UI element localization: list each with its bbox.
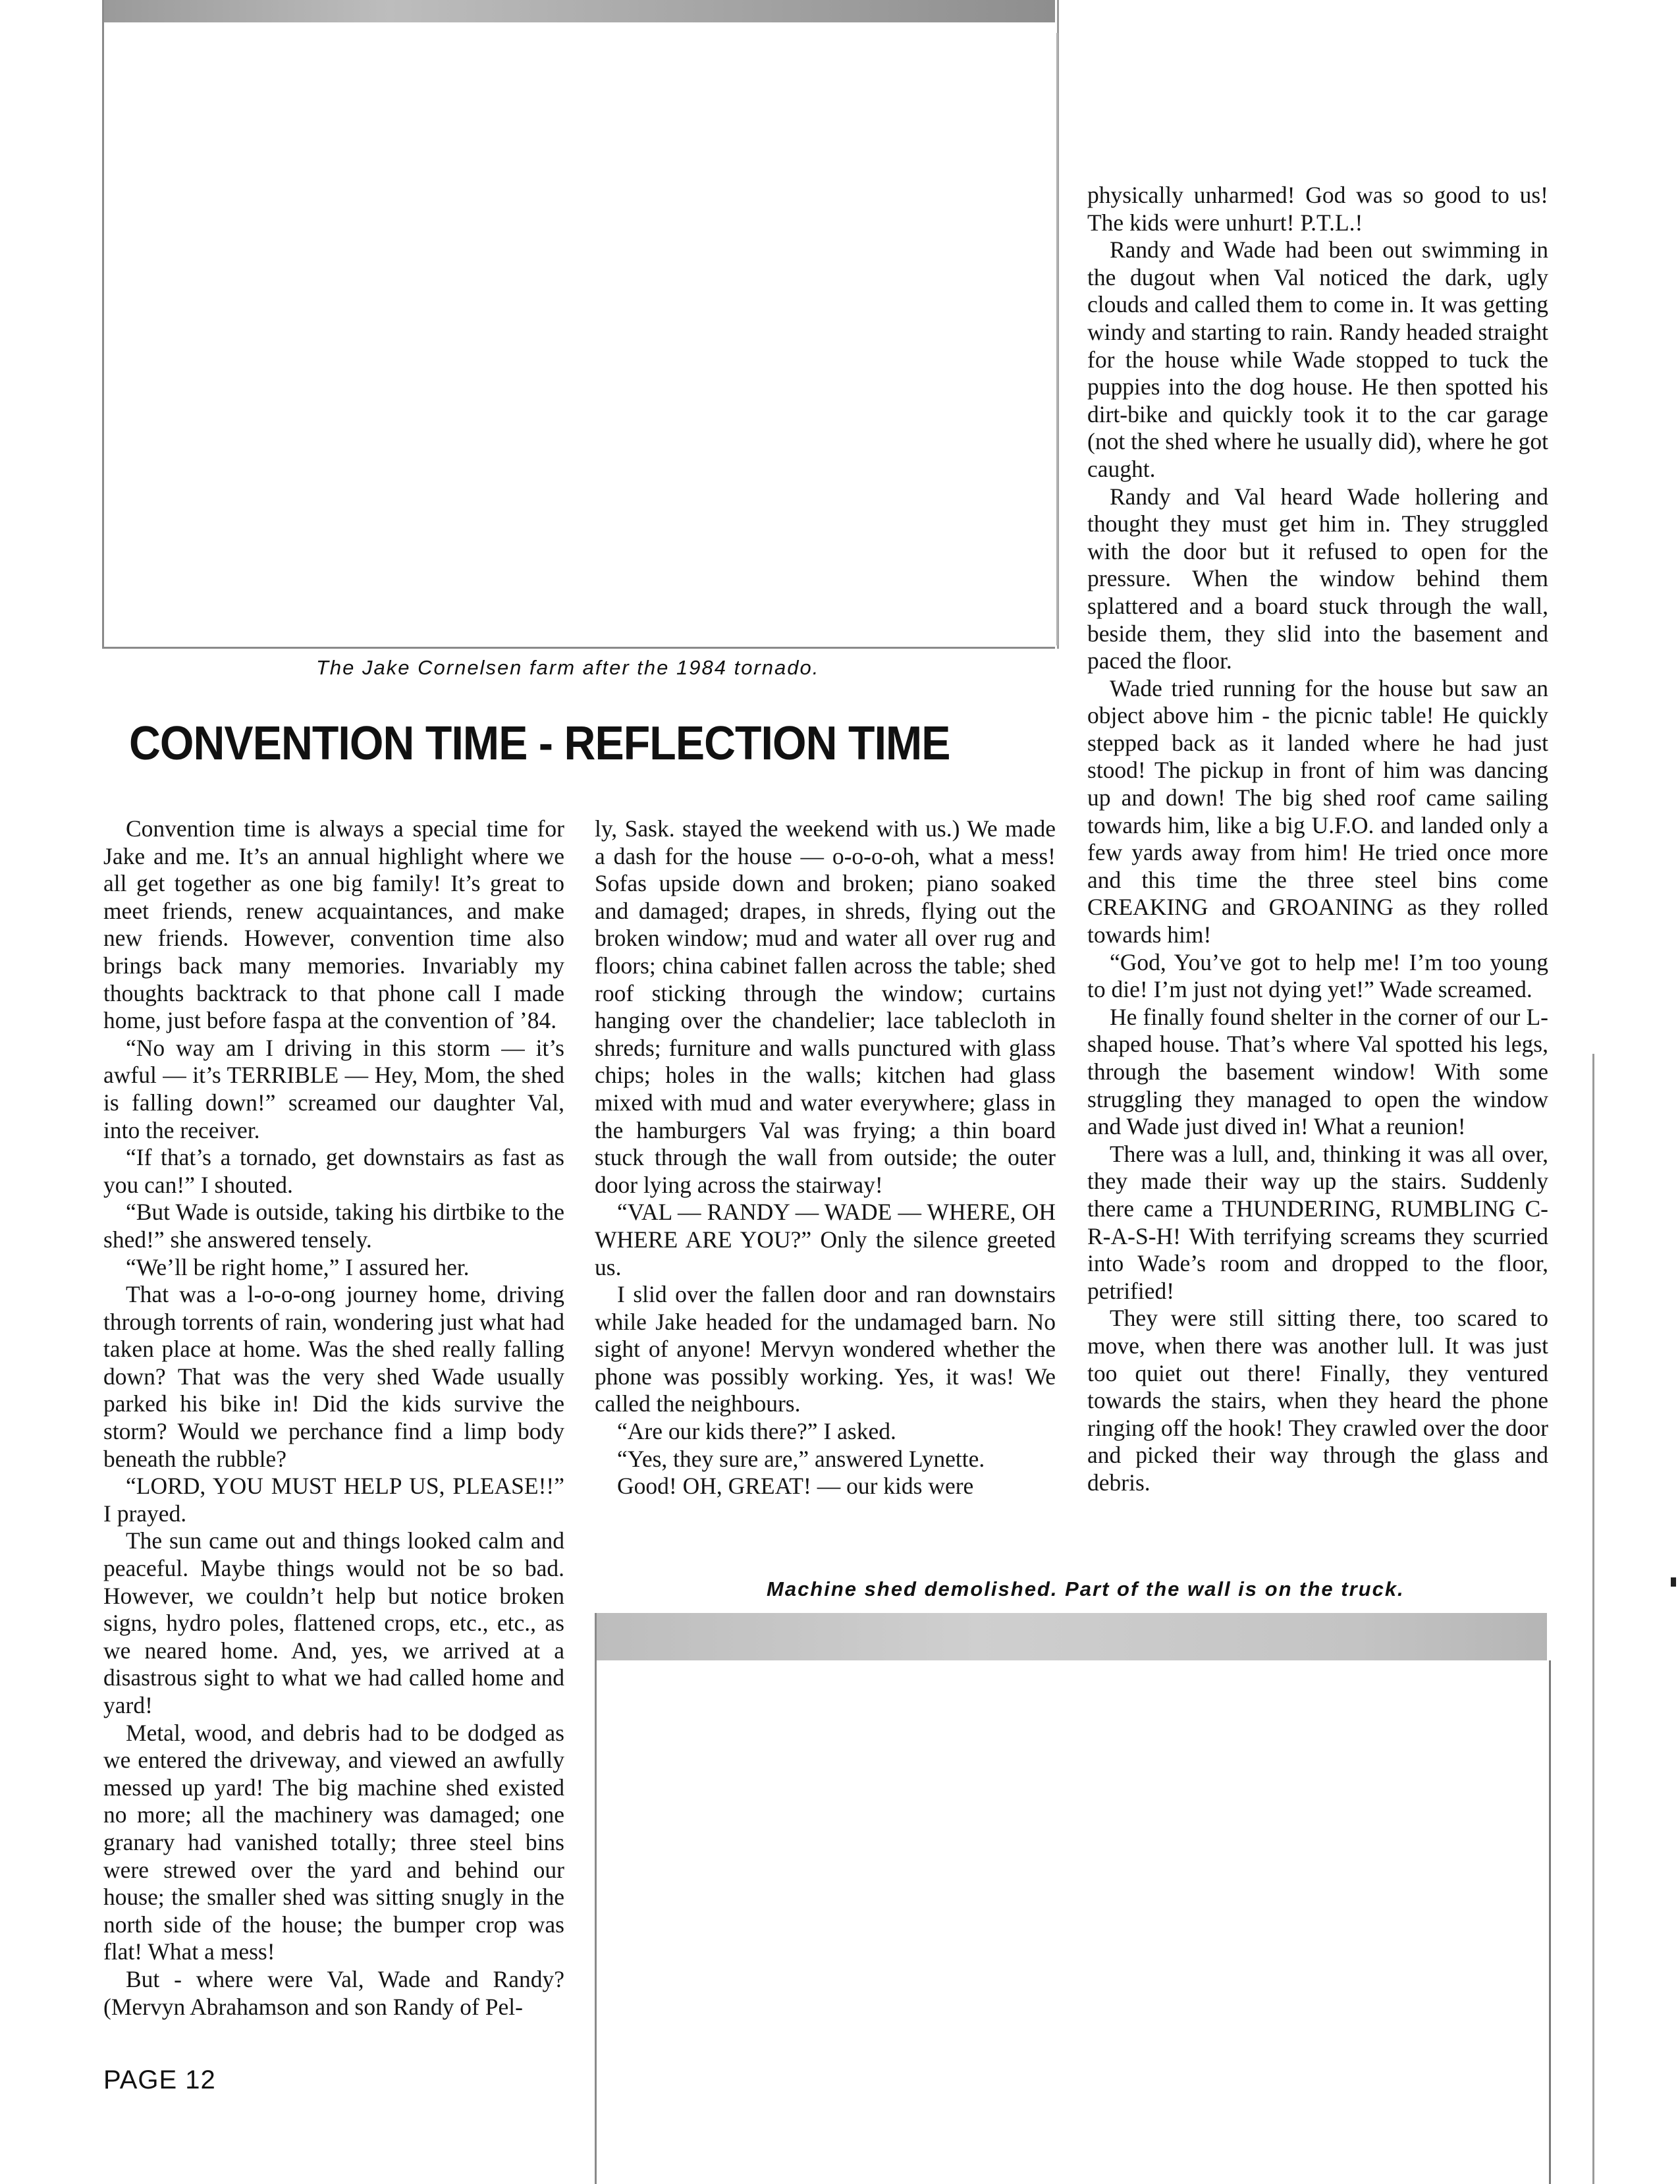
paragraph: physically unharmed! God was so good to us! The kids were unhurt! P.T.L.!: [1087, 182, 1548, 236]
paragraph: “We’ll be right home,” I assured her.: [126, 1253, 470, 1280]
paragraph: “Yes, they sure are,” answered Lynette.: [617, 1445, 985, 1472]
page-edge-rule: [1592, 1054, 1594, 2184]
paragraph: But - where were Val, Wade and Randy? (Mervyn Abrahamson and son Randy of Pel-: [103, 1965, 564, 2020]
paragraph: Convention time is always a special time for Jake and me. It’s an annual highlight where we all get together as one big family! It’s great to meet friends, renew acquaintances, and make new friends. However, convention time also brings back many memories. Invariably my thoughts backtrack to that phone call I made home, just before faspa at the convention of ’84.: [103, 815, 564, 1034]
paragraph: Good! OH, GREAT! — our kids were: [617, 1473, 974, 1500]
top-photo-edge-strip: [104, 0, 1055, 22]
paragraph: There was a lull, and, thinking it was all over, they made their way up the stairs. Suddenly there came a THUNDERING, RUMBLING C-R-A-S-H! With terrifying screams they scurried into Wade’s room and dropped to the floor, petrified!: [1087, 1140, 1548, 1304]
paragraph: “God, You’ve got to help me! I’m too young to die! I’m just not dying yet!” Wade screamed.: [1087, 948, 1548, 1003]
paragraph: They were still sitting there, too scared to move, when there was another lull. It was just too quiet out there! Finally, they ventured towards the stairs, when they heard the phone ringing off the hook! They crawled over the door and picked their way through the glass and debris.: [1087, 1305, 1548, 1496]
column-divider: [1056, 33, 1058, 645]
paragraph: Randy and Wade had been out swimming in the dugout when Val noticed the dark, ugly clouds and called them to come in. It was getting windy and starting to rain. Randy headed straight for the house while Wade stopped to tuck the puppies into the dog house. He then spotted his dirt-bike and quickly took it to the car garage (not the shed where he usually did), where he got caught.: [1087, 236, 1548, 482]
top-photo-caption: The Jake Cornelsen farm after the 1984 tornado.: [316, 656, 820, 679]
bottom-photo: [595, 1613, 1547, 2184]
paragraph: Randy and Val heard Wade hollering and thought they must get him in. They struggled with the door but it refused to open for the pressure. When the window behind them splattered and a board stuck through the wall, beside them, they slid into the basement and paced the floor.: [1087, 483, 1548, 674]
paragraph: That was a l-o-o-ong journey home, driving through torrents of rain, wondering just what had taken place at home. Was the shed really falling down? That was the very shed Wade usually parked his bike in! Did the kids survive the storm? Would we perchance find a limp body beneath the rubble?: [103, 1281, 564, 1472]
paragraph: ly, Sask. stayed the weekend with us.) We made a dash for the house — o-o-o-oh, what a mess! Sofas upside down and broken; piano soaked and damaged; drapes, in shreds, flying out the broken window; mud and water all over rug and floors; china cabinet fallen across the table; shed roof sticking through the window; curtains hanging over the chandelier; lace tablecloth in shreds; furniture and walls punctured with glass chips; holes in the walls; kitchen had glass mixed with mud and water everywhere; glass in the hamburgers Val was frying; a thin board stuck through the wall from outside; the outer door lying across the stairway!: [595, 815, 1056, 1198]
article-headline: CONVENTION TIME - REFLECTION TIME: [129, 717, 950, 770]
paragraph: “VAL — RANDY — WADE — WHERE, OH WHERE ARE YOU?” Only the silence greeted us.: [595, 1199, 1056, 1280]
article-column-2: [595, 815, 1056, 1500]
page-number: PAGE 12: [103, 2065, 216, 2094]
top-photo: [102, 0, 1055, 649]
paragraph: “No way am I driving in this storm — it’s awful — it’s TERRIBLE — Hey, Mom, the shed is falling down!” screamed our daughter Val, into the receiver.: [103, 1034, 564, 1143]
paragraph: Wade tried running for the house but saw an object above him - the picnic table! He quickly stepped back as it landed where he had just stood! The pickup in front of him was dancing up and down! The big shed roof came sailing towards him, like a big U.F.O. and landed only a few yards away from him! He tried once more and this time the three steel bins come CREAKING and GROANING as they rolled towards him!: [1087, 674, 1548, 948]
bottom-photo-caption: Machine shed demolished. Part of the wall is on the truck.: [767, 1577, 1405, 1600]
page-edge-mark: [1671, 1577, 1676, 1587]
paragraph: The sun came out and things looked calm and peaceful. Maybe things would not be so bad. However, we couldn’t help but notice broken signs, hydro poles, flattened crops, etc., etc., as we neared home. And, yes, we arrived at a disastrous sight to what we had called home and yard!: [103, 1527, 564, 1718]
paragraph: He finally found shelter in the corner of our L-shaped house. That’s where Val spotted his legs, through the basement window! With some struggling they managed to open the window and Wade just dived in! What a reunion!: [1087, 1003, 1548, 1140]
paragraph: “Are our kids there?” I asked.: [617, 1418, 896, 1445]
paragraph: “If that’s a tornado, get downstairs as fast as you can!” I shouted.: [103, 1144, 564, 1198]
paragraph: I slid over the fallen door and ran downstairs while Jake headed for the undamaged barn. No sight of anyone! Mervyn wondered whether the phone was possibly working. Yes, it was! We called the neighbours.: [595, 1281, 1056, 1417]
article-column-1: [103, 815, 564, 2021]
bottom-photo-edge-strip: [597, 1613, 1547, 1660]
article-column-3: [1087, 182, 1548, 1497]
paragraph: Metal, wood, and debris had to be dodged as we entered the driveway, and viewed an awfully messed up yard! The big machine shed existed no more; all the machinery was damaged; one granary had vanished totally; three steel bins were strewed over the yard and behind our house; the smaller shed was sitting snugly in the north side of the house; the bumper crop was flat! What a mess!: [103, 1719, 564, 1965]
paragraph: “But Wade is outside, taking his dirtbike to the shed!” she answered tensely.: [103, 1199, 564, 1253]
paragraph: “LORD, YOU MUST HELP US, PLEASE!!” I prayed.: [103, 1473, 564, 1527]
bottom-photo-right-edge: [1549, 1660, 1551, 2184]
